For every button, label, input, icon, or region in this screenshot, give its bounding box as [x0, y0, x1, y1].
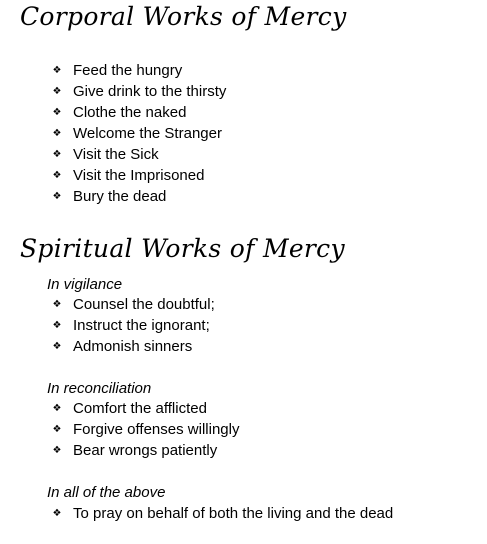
four-diamond-bullet-icon: ❖: [52, 508, 62, 519]
four-diamond-bullet-icon: ❖: [52, 341, 62, 352]
list-item: [50, 336, 215, 357]
four-diamond-bullet-icon: ❖: [52, 445, 62, 456]
list-item-text: Counsel the doubtful;: [73, 296, 215, 313]
group-heading-reconciliation: In reconciliation: [47, 380, 152, 397]
list-item: [50, 81, 226, 102]
list-item: [50, 294, 215, 315]
group-heading-all-of-the-above: In all of the above: [47, 484, 166, 501]
group-heading-vigilance: In vigilance: [47, 276, 123, 293]
four-diamond-bullet-icon: ❖: [52, 149, 62, 160]
four-diamond-bullet-icon: ❖: [52, 191, 62, 202]
reconciliation-list: [50, 398, 239, 461]
list-item-text: Bury the dead: [73, 188, 167, 205]
four-diamond-bullet-icon: ❖: [52, 170, 62, 181]
four-diamond-bullet-icon: ❖: [52, 65, 62, 76]
list-item: [50, 165, 226, 186]
list-item-text: Admonish sinners: [73, 338, 193, 355]
list-item-text: Instruct the ignorant;: [73, 317, 210, 334]
list-item-text: Feed the hungry: [73, 62, 183, 79]
four-diamond-bullet-icon: ❖: [52, 403, 62, 414]
list-item: [50, 102, 226, 123]
list-item-text: Visit the Sick: [73, 146, 159, 163]
list-item: [50, 123, 226, 144]
list-item: [50, 315, 215, 336]
corporal-works-list: [50, 60, 226, 207]
four-diamond-bullet-icon: ❖: [52, 86, 62, 97]
vigilance-list: [50, 294, 215, 357]
list-item-text: Forgive offenses willingly: [73, 421, 240, 438]
four-diamond-bullet-icon: ❖: [52, 128, 62, 139]
corporal-works-heading: Corporal Works of Mercy: [20, 2, 347, 31]
list-item: [50, 398, 239, 419]
four-diamond-bullet-icon: ❖: [52, 107, 62, 118]
list-item-text: Give drink to the thirsty: [73, 83, 227, 100]
list-item: [50, 419, 239, 440]
list-item-text: Visit the Imprisoned: [73, 167, 205, 184]
list-item: [50, 440, 239, 461]
list-item-text: Bear wrongs patiently: [73, 442, 218, 459]
list-item: [50, 60, 226, 81]
list-item-text: To pray on behalf of both the living and the dead: [73, 505, 394, 522]
list-item: [50, 503, 393, 524]
list-item-text: Welcome the Stranger: [73, 125, 222, 142]
list-item: [50, 186, 226, 207]
spiritual-works-heading: Spiritual Works of Mercy: [20, 234, 345, 263]
all-of-the-above-list: [50, 503, 393, 524]
four-diamond-bullet-icon: ❖: [52, 424, 62, 435]
four-diamond-bullet-icon: ❖: [52, 299, 62, 310]
list-item-text: Comfort the afflicted: [73, 400, 207, 417]
list-item: [50, 144, 226, 165]
four-diamond-bullet-icon: ❖: [52, 320, 62, 331]
list-item-text: Clothe the naked: [73, 104, 187, 121]
